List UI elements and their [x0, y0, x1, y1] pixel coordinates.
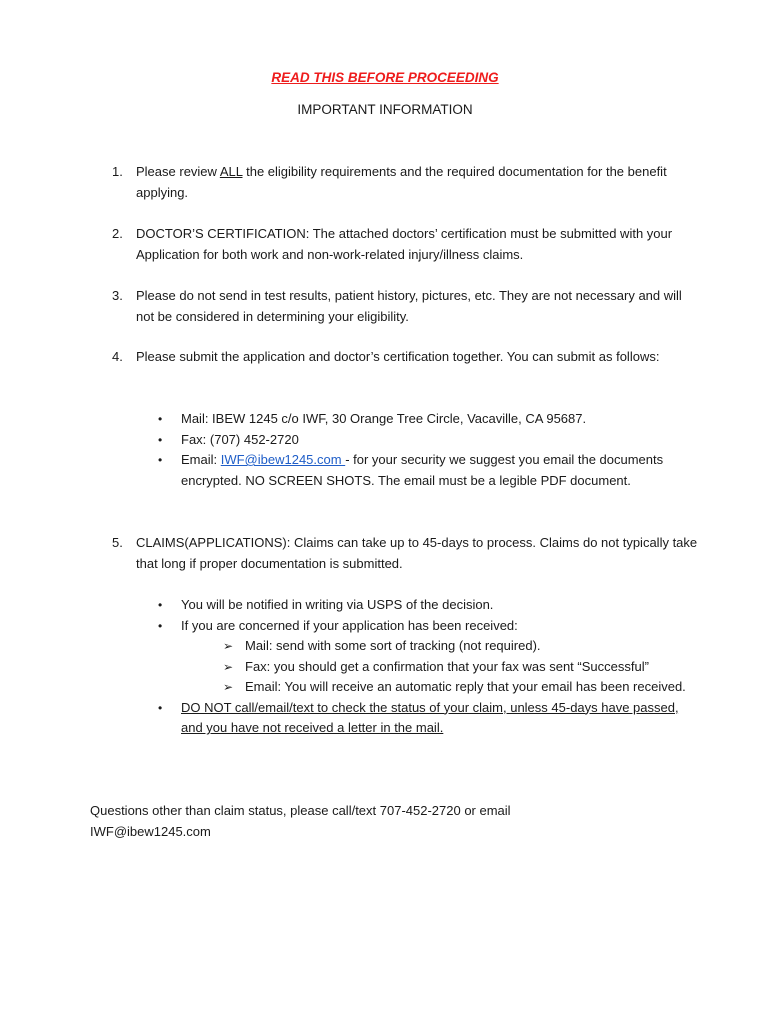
bullet-mail [156, 409, 696, 430]
sub-item-fax [213, 657, 696, 678]
received-checks-list [181, 636, 696, 698]
item-text: DOCTOR’S CERTIFICATION: The attached doctors’ certification must be submitted with your Application for both work and non-work-related injury/illness claims. [136, 226, 673, 262]
bullet-icon: • [158, 598, 163, 612]
item-text-part: the eligibility requirements and the required documentation for the benefit applying. [136, 164, 667, 200]
bullet-icon: • [158, 618, 163, 633]
bullet-concerned [156, 616, 696, 698]
sub-item-text: Fax: you should get a confirmation that your fax was sent “Successful” [245, 658, 649, 674]
emphasis-all: ALL [219, 164, 243, 179]
email-instructions: - for your security we suggest you email the documents encrypted. NO SCREEN SHOTS. The email must be a legible PDF document. [181, 452, 664, 488]
fax-number: Fax: (707) 452-2720 [181, 431, 299, 447]
list-item-5 [112, 533, 702, 574]
list-item-3 [112, 286, 702, 327]
claims-notes-list [156, 595, 696, 739]
item-number: 2. [112, 226, 123, 241]
do-not-call-warning: DO NOT call/email/text to check the status of your claim, unless 45-days have passed, and you have not received a letter in the mail. [181, 699, 679, 735]
closing-line-1: Questions other than claim status, please call/text 707-452-2720 or email [90, 803, 511, 818]
arrow-bullet-icon: ➢ [223, 659, 234, 674]
arrow-bullet-icon: ➢ [223, 639, 234, 653]
bullet-email [156, 450, 696, 491]
bullet-do-not-call [156, 698, 696, 739]
bullet-notified [156, 595, 696, 616]
sub-item-text: Mail: send with some sort of tracking (not required). [245, 638, 541, 653]
email-label: Email: [181, 452, 221, 467]
sub-item-mail [213, 636, 696, 657]
bullet-icon: • [158, 412, 163, 426]
closing-paragraph [90, 801, 690, 842]
list-item-2 [112, 224, 702, 265]
item-text: Please do not send in test results, patient history, pictures, etc. They are not necessary and will not be considered in determining your eligibility. [136, 288, 682, 324]
warning-title: READ THIS BEFORE PROCEEDING [271, 70, 499, 85]
list-item-1 [112, 162, 702, 203]
mail-address: Mail: IBEW 1245 c/o IWF, 30 Orange Tree Circle, Vacaville, CA 95687. [181, 411, 587, 426]
item-text-part: Please review [136, 164, 220, 179]
sub-item-text: Email: You will receive an automatic reply that your email has been received. [245, 679, 686, 694]
bullet-fax [156, 430, 696, 451]
item-text: CLAIMS(APPLICATIONS): Claims can take up to 45-days to process. Claims do not typically take that long if proper documentation is submitted. [136, 535, 698, 571]
bullet-icon: • [158, 432, 163, 447]
arrow-bullet-icon: ➢ [223, 680, 234, 694]
list-item-4 [112, 347, 702, 368]
important-information-heading: IMPORTANT INFORMATION [297, 102, 473, 117]
item-number: 1. [112, 164, 123, 179]
submit-methods-list [156, 409, 696, 491]
sub-item-email [213, 677, 696, 698]
notified-text: You will be notified in writing via USPS of the decision. [181, 597, 494, 612]
closing-email: IWF@ibew1245.com [90, 823, 211, 839]
concerned-text: If you are concerned if your application has been received: [181, 617, 518, 633]
item-text: Please submit the application and doctor’s certification together. You can submit as follows: [136, 349, 660, 364]
item-text [136, 162, 702, 203]
bullet-icon: • [158, 453, 163, 467]
email-link[interactable]: IWF@ibew1245.com [220, 452, 346, 467]
item-number: 3. [112, 288, 123, 303]
item-number: 4. [112, 349, 123, 364]
item-number: 5. [112, 535, 123, 550]
bullet-icon: • [158, 700, 163, 715]
